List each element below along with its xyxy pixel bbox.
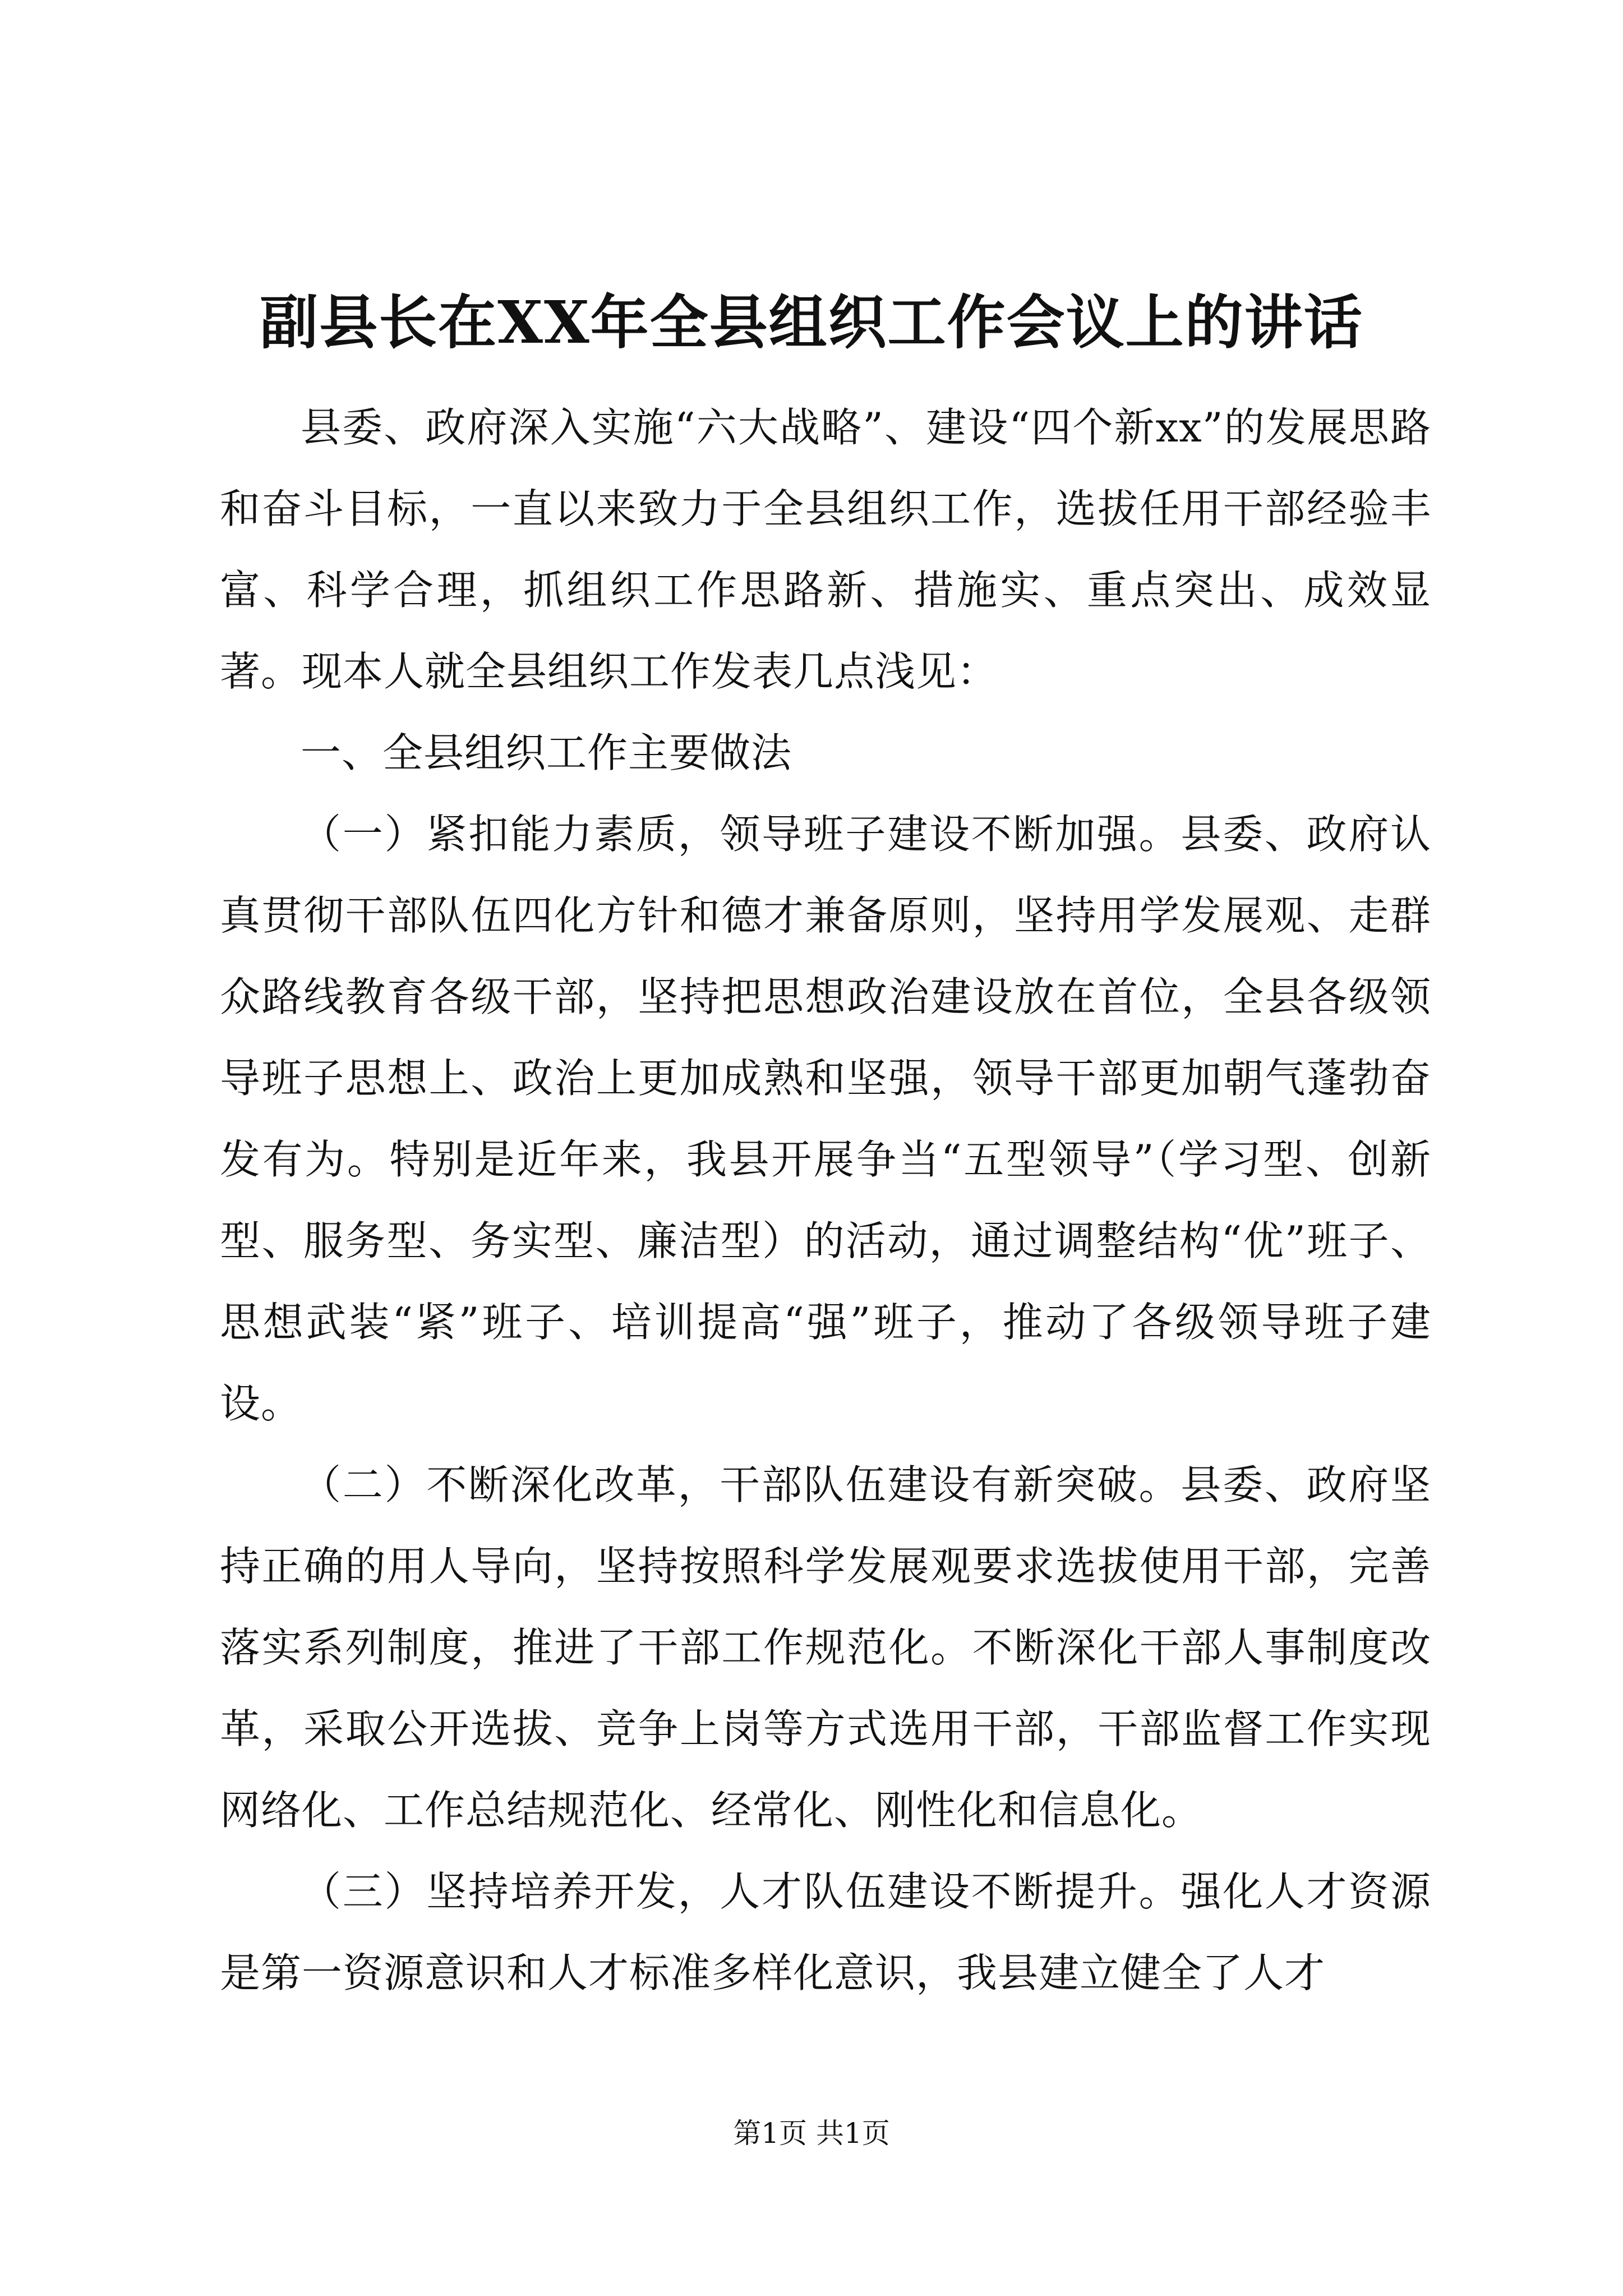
document-body [220,387,1431,2014]
document-title: 副县长在XX年全县组织工作会议上的讲话 [260,288,1363,357]
section-paragraph-1: （一）紧扣能力素质，领导班子建设不断加强。县委、政府认真贯彻干部队伍四化方针和德才兼备原则，坚持用学发展观、走群众路线教育各级干部，坚持把思想政治建设放在首位，全县各级领导班子思想上、政治上更加成熟和坚强，领导干部更加朝气蓬勃奋发有为。特别是近年来，我县开展争当“五型领导”（学习型、创新型、服务型、务实型、廉洁型）的活动，通过调整结构“优”班子、思想武装“紧”班子、培训提高“强”班子，推动了各级领导班子建设。 [220,811,1431,1427]
section-heading: 一、全县组织工作主要做法 [301,729,792,776]
section-paragraph-2: （二）不断深化改革，干部队伍建设有新突破。县委、政府坚持正确的用人导向，坚持按照科学发展观要求选拔使用干部，完善落实系列制度，推进了干部工作规范化。不断深化干部人事制度改革，采取公开选拔、竞争上岗等方式选用干部，干部监督工作实现网络化、工作总结规范化、经常化、刚性化和信息化。 [220,1461,1431,1834]
intro-paragraph: 县委、政府深入实施“六大战略”、建设“四个新xx”的发展思路和奋斗目标，一直以来致力于全县组织工作，选拔任用干部经验丰富、科学合理，抓组织工作思路新、措施实、重点突出、成效显著。现本人就全县组织工作发表几点浅见： [220,404,1431,695]
page-footer: 第1页 共1页 [733,2117,890,2150]
section-paragraph-3: （三）坚持培养开发，人才队伍建设不断提升。强化人才资源是第一资源意识和人才标准多样化意识，我县建立健全了人才 [220,1868,1431,1996]
